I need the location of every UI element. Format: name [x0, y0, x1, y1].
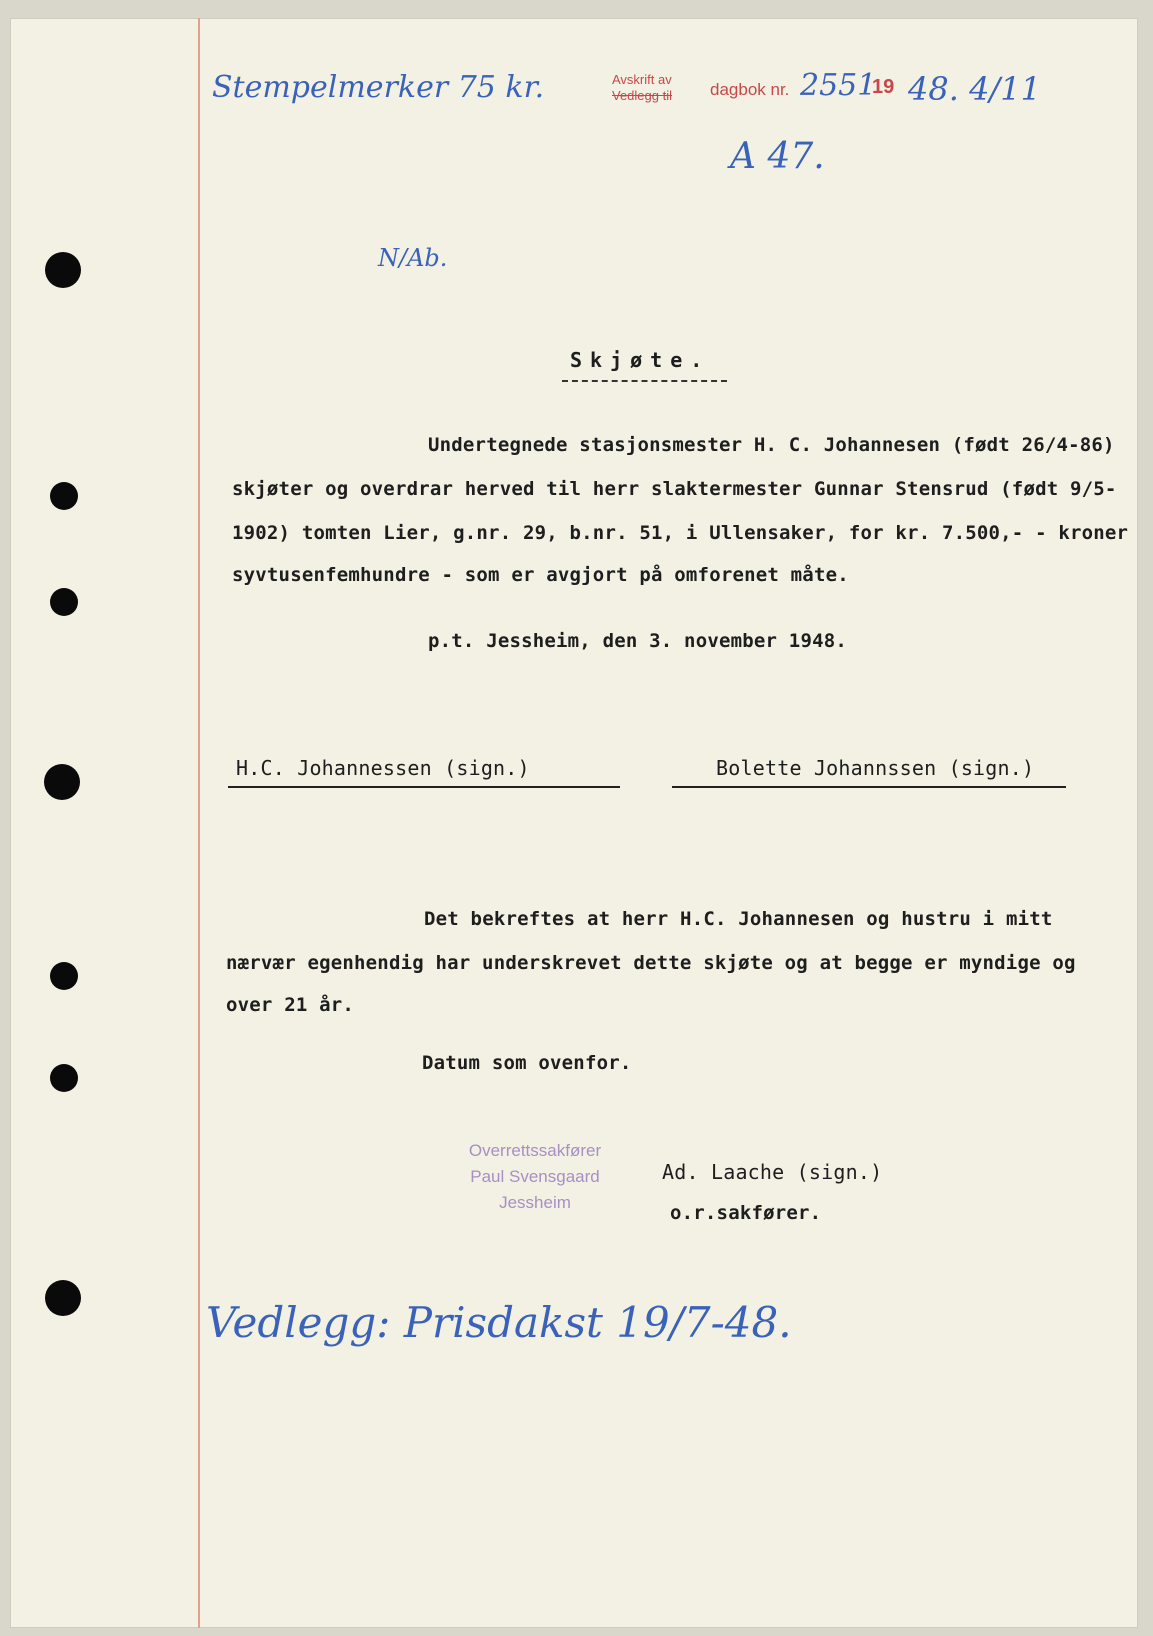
- handwritten-year: 48. 4/11: [908, 70, 1041, 108]
- margin-line: [198, 18, 200, 1628]
- red-stamp-line2: Vedlegg til: [612, 88, 672, 103]
- signature-right: Bolette Johannssen (sign.): [716, 756, 1035, 780]
- document-title: Skjøte.: [570, 348, 711, 372]
- punch-hole: [45, 1280, 81, 1316]
- punch-hole: [50, 482, 78, 510]
- confirmation-line: nærvær egenhendig har underskrevet dette skjøte og at begge er myndige og: [226, 952, 1076, 974]
- handwritten-attachment-note: Vedlegg: Prisdakst 19/7-48.: [206, 1298, 792, 1347]
- confirmation-line: over 21 år.: [226, 994, 355, 1016]
- handwritten-ref: A 47.: [730, 136, 825, 177]
- punch-hole: [50, 962, 78, 990]
- red-stamp-dagbok: dagbok nr.: [710, 80, 790, 99]
- lawyer-stamp: [450, 1138, 620, 1216]
- signature-line-left: [228, 786, 620, 788]
- datum-line: Datum som ovenfor.: [422, 1052, 632, 1074]
- signer-name: Ad. Laache (sign.): [662, 1160, 883, 1184]
- handwritten-stamp-fee: Stempelmerker 75 kr.: [212, 70, 545, 105]
- place-date: p.t. Jessheim, den 3. november 1948.: [428, 630, 848, 652]
- red-stamp-year-mark: 19: [872, 76, 895, 98]
- punch-hole: [45, 252, 81, 288]
- title-underline: [562, 380, 727, 382]
- punch-hole: [44, 764, 80, 800]
- document-page: [10, 18, 1138, 1628]
- lawyer-stamp-line: Jessheim: [499, 1193, 571, 1212]
- punch-hole: [50, 588, 78, 616]
- lawyer-stamp-line: Paul Svensgaard: [470, 1167, 600, 1186]
- lawyer-stamp-line: Overrettssakfører: [468, 1141, 602, 1160]
- confirmation-line: Det bekreftes at herr H.C. Johannesen og hustru i mitt: [424, 908, 1053, 930]
- signer-title: o.r.sakfører.: [670, 1202, 822, 1224]
- signature-line-right: [672, 786, 1066, 788]
- body-line: skjøter og overdrar herved til herr slaktermester Gunnar Stensrud (født 9/5-: [232, 478, 1117, 500]
- body-line: Undertegnede stasjonsmester H. C. Johannesen (født 26/4-86): [428, 434, 1115, 456]
- handwritten-number: 2551: [800, 68, 877, 103]
- body-line: syvtusenfemhundre - som er avgjort på omforenet måte.: [232, 564, 849, 586]
- handwritten-initials: N/Ab.: [378, 244, 448, 272]
- red-stamp-line1: Avskrift av: [612, 72, 672, 87]
- signature-left: H.C. Johannessen (sign.): [236, 756, 530, 780]
- body-line: 1902) tomten Lier, g.nr. 29, b.nr. 51, i Ullensaker, for kr. 7.500,- - kroner: [232, 522, 1129, 544]
- punch-hole: [50, 1064, 78, 1092]
